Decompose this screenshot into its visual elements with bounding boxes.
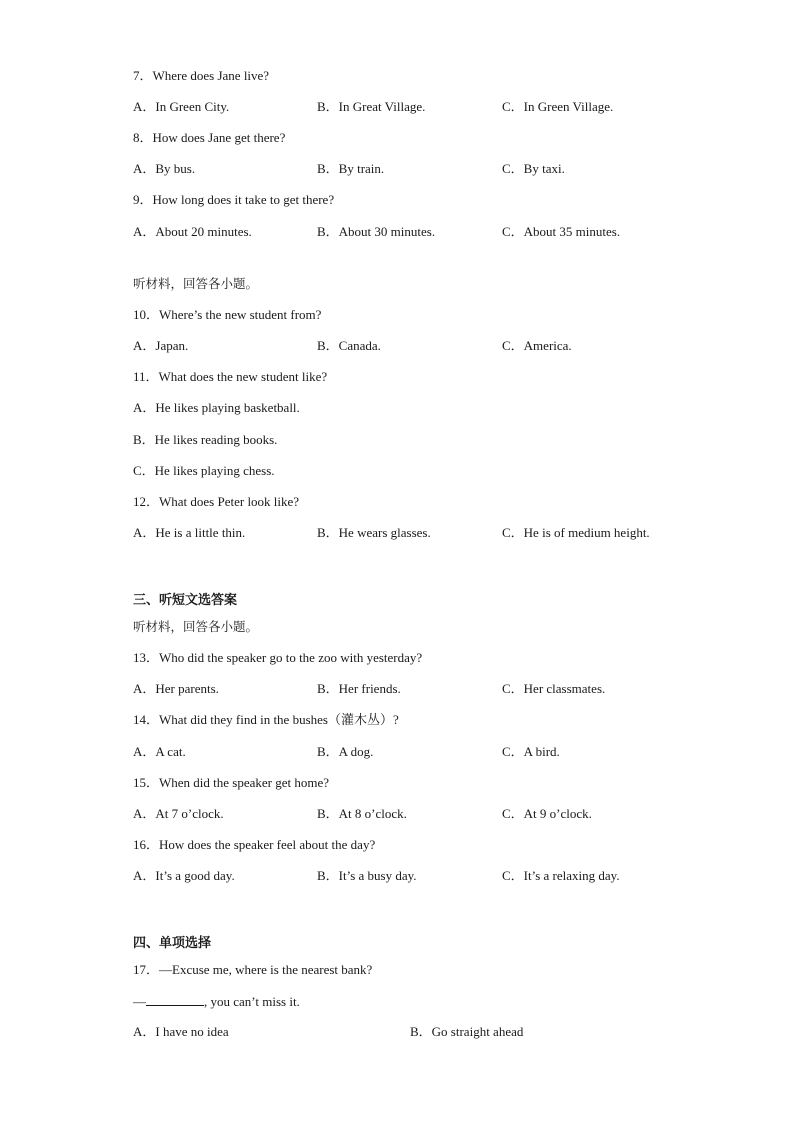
- question-8-option-c: C．By taxi.: [502, 161, 565, 176]
- question-15-option-a: A．At 7 o’clock.: [133, 806, 224, 821]
- question-8-stem: 8．How does Jane get there?: [133, 130, 286, 145]
- question-15-option-c: C．At 9 o’clock.: [502, 806, 592, 821]
- question-10-option-c: C．America.: [502, 338, 572, 353]
- section-3-instruction: 听材料，回答各小题。: [133, 619, 259, 634]
- question-7-option-a: A．In Green City.: [133, 99, 230, 114]
- question-17-stem: 17．—Excuse me, where is the nearest bank?: [133, 962, 373, 977]
- section-3-heading: 三、听短文选答案: [133, 593, 238, 608]
- question-7-option-c: C．In Green Village.: [502, 99, 614, 114]
- question-17-option-a: A．I have no idea: [133, 1024, 229, 1039]
- question-8-option-a: A．By bus.: [133, 161, 196, 176]
- question-16-option-a: A．It’s a good day.: [133, 868, 235, 883]
- question-17-option-b: B．Go straight ahead: [410, 1024, 524, 1039]
- question-9-option-c: C．About 35 minutes.: [502, 224, 621, 239]
- question-8-option-b: B．By train.: [317, 161, 385, 176]
- question-13-option-b: B．Her friends.: [317, 681, 401, 696]
- question-9-option-a: A．About 20 minutes.: [133, 224, 252, 239]
- question-10-option-b: B．Canada.: [317, 338, 381, 353]
- question-17-reply: [133, 993, 300, 1010]
- listening-instruction: 听材料，回答各小题。: [133, 276, 259, 291]
- reply-text: , you can’t miss it.: [204, 994, 300, 1009]
- question-16-stem: 16．How does the speaker feel about the day?: [133, 837, 376, 852]
- question-14-option-b: B．A dog.: [317, 744, 374, 759]
- question-11-option-c: C．He likes playing chess.: [133, 463, 275, 478]
- question-10-option-a: A．Japan.: [133, 338, 189, 353]
- section-4-heading: 四、单项选择: [133, 936, 212, 951]
- question-13-option-c: C．Her classmates.: [502, 681, 606, 696]
- question-11-stem: 11．What does the new student like?: [133, 369, 328, 384]
- question-16-option-c: C．It’s a relaxing day.: [502, 868, 620, 883]
- question-14-stem: 14．What did they find in the bushes（灌木丛）?: [133, 712, 399, 727]
- question-14-option-c: C．A bird.: [502, 744, 560, 759]
- question-12-option-c: C．He is of medium height.: [502, 525, 650, 540]
- question-13-stem: 13．Who did the speaker go to the zoo with yesterday?: [133, 650, 423, 665]
- question-11-option-a: A．He likes playing basketball.: [133, 400, 300, 415]
- question-14-option-a: A．A cat.: [133, 744, 186, 759]
- question-9-stem: 9．How long does it take to get there?: [133, 192, 335, 207]
- reply-dash: —: [133, 994, 146, 1009]
- question-11-option-b: B．He likes reading books.: [133, 432, 278, 447]
- question-15-stem: 15．When did the speaker get home?: [133, 775, 330, 790]
- question-16-option-b: B．It’s a busy day.: [317, 868, 417, 883]
- question-12-option-a: A．He is a little thin.: [133, 525, 246, 540]
- question-7-option-b: B．In Great Village.: [317, 99, 426, 114]
- question-13-option-a: A．Her parents.: [133, 681, 219, 696]
- question-12-option-b: B．He wears glasses.: [317, 525, 431, 540]
- question-9-option-b: B．About 30 minutes.: [317, 224, 436, 239]
- answer-blank: [146, 993, 204, 1006]
- question-12-stem: 12．What does Peter look like?: [133, 494, 300, 509]
- question-7-stem: 7．Where does Jane live?: [133, 68, 270, 83]
- question-10-stem: 10．Where’s the new student from?: [133, 307, 322, 322]
- question-15-option-b: B．At 8 o’clock.: [317, 806, 407, 821]
